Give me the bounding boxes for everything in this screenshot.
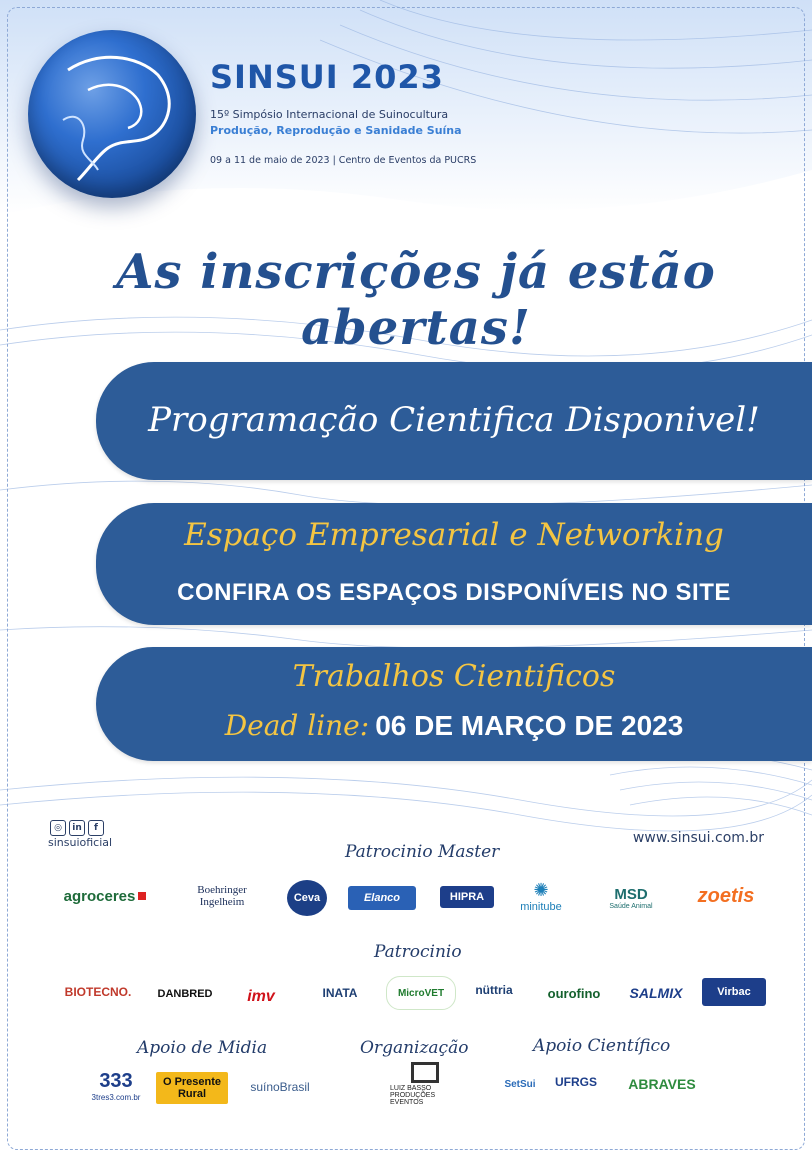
media-support-title: Apoio de Midia xyxy=(137,1038,268,1058)
globe-logo-icon xyxy=(28,30,196,198)
social-icons xyxy=(50,820,104,836)
event-theme: Produção, Reprodução e Sanidade Suína xyxy=(210,124,462,137)
hipra-logo: HIPRA xyxy=(440,886,494,908)
ourofino-logo: ourofino xyxy=(547,985,601,1001)
networking-band xyxy=(96,503,812,625)
scientific-support-title: Apoio Científico xyxy=(533,1036,671,1056)
abraves-logo: ABRAVES xyxy=(628,1076,696,1092)
ufrgs-logo: UFRGS xyxy=(555,1075,597,1089)
elanco-logo: Elanco xyxy=(348,886,416,910)
organization-title: Organização xyxy=(360,1038,469,1058)
website-link[interactable]: www.sinsui.com.br xyxy=(632,830,764,846)
social-handle: sinsuioficial xyxy=(48,836,113,849)
facebook-icon[interactable]: f xyxy=(88,820,104,836)
tres3-logo: 333 3tres3.com.br xyxy=(91,1070,141,1102)
deadline-line xyxy=(96,709,812,742)
salmix-logo: SALMIX xyxy=(629,985,683,1001)
papers-title: Trabalhos Cientificos xyxy=(292,659,616,694)
ceva-logo: Ceva xyxy=(287,880,327,916)
linkedin-icon[interactable]: in xyxy=(69,820,85,836)
minitube-logo: ✺ minitube xyxy=(520,879,562,913)
suino-brasil-logo: suínoBrasil xyxy=(250,1080,310,1094)
msd-logo: MSD Saúde Animal xyxy=(609,886,653,910)
master-sponsor-title: Patrocinio Master xyxy=(345,842,500,862)
inata-logo: INATA xyxy=(322,986,358,1000)
deadline-label: Dead line: xyxy=(224,709,370,742)
event-title: SINSUI 2023 xyxy=(210,58,444,96)
virbac-logo: Virbac xyxy=(702,978,766,1006)
deadline-date: 06 DE MARÇO DE 2023 xyxy=(375,710,684,741)
papers-band xyxy=(96,647,812,761)
networking-subtitle: CONFIRA OS ESPAÇOS DISPONÍVEIS NO SITE xyxy=(177,579,731,606)
instagram-icon[interactable]: ◎ xyxy=(50,820,66,836)
setsui-logo: SetSui xyxy=(504,1078,536,1090)
imv-logo: imv xyxy=(247,988,275,1005)
boehringer-logo: Boehringer Ingelheim xyxy=(197,884,247,908)
luiz-basso-logo: LUIZ BASSO PRODUÇÕES EVENTOS xyxy=(390,1062,460,1106)
program-text: Programação Cientifica Disponivel! xyxy=(148,400,760,440)
registration-headline: As inscrições já estão abertas! xyxy=(116,244,716,356)
danbred-logo: DANBRED xyxy=(157,988,213,1000)
zoetis-logo: zoetis xyxy=(697,884,755,907)
microvet-logo: MicroVET xyxy=(386,976,456,1010)
presente-rural-logo: O Presente Rural xyxy=(156,1072,228,1104)
biotecno-logo: BIOTECNO. xyxy=(64,985,132,999)
nuttria-logo: nüttria xyxy=(475,983,513,997)
event-subtitle: 15º Simpósio Internacional de Suinocultura xyxy=(210,108,449,121)
program-band xyxy=(96,362,812,480)
networking-title: Espaço Empresarial e Networking xyxy=(184,517,724,553)
event-dates: 09 a 11 de maio de 2023 | Centro de Eventos da PUCRS xyxy=(210,155,477,166)
sponsor-title: Patrocinio xyxy=(374,942,462,962)
agroceres-logo: agroceres xyxy=(55,884,155,908)
